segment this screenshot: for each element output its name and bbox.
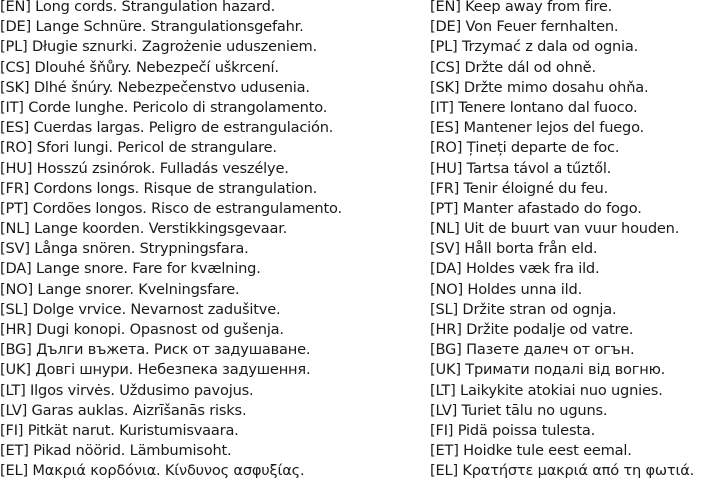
warning-line-sv: [SV] Långa snören. Strypningsfara. xyxy=(0,240,249,258)
warning-line-cs: [CS] Dlouhé šňůry. Nebezpečí uškrcení. xyxy=(0,58,279,76)
warning-line-ro: [RO] Țineți departe de foc. xyxy=(430,139,620,157)
warning-line-pt: [PT] Cordões longos. Risco de estrangulamento. xyxy=(0,199,342,217)
warning-line-hr: [HR] Dugi konopi. Opasnost od gušenja. xyxy=(0,321,284,338)
warning-line-lv: [LV] Turiet tālu no uguns. xyxy=(430,401,608,419)
warning-line-ro: [RO] Sfori lungi. Pericol de strangulare. xyxy=(0,139,277,157)
warning-line-it: [IT] Tenere lontano dal fuoco. xyxy=(430,98,638,116)
warning-line-el: [EL] Μακριά κορδόνια. Κίνδυνος ασφυξίας. xyxy=(0,462,305,480)
warning-line-hu: [HU] Hosszú zsinórok. Fulladás veszélye. xyxy=(0,159,289,177)
warning-line-pl: [PL] Trzymać z dala od ognia. xyxy=(430,38,639,56)
warning-line-en: [EN] Long cords. Strangulation hazard. xyxy=(0,0,276,15)
warning-line-lt: [LT] Laikykite atokiai nuo ugnies. xyxy=(430,381,663,399)
warning-line-sv: [SV] Håll borta från eld. xyxy=(430,240,598,258)
warning-line-sl: [SL] Držite stran od ognja. xyxy=(430,300,617,318)
warning-list-fire xyxy=(430,0,720,482)
warning-line-el: [EL] Κρατήστε μακριά από τη φωτιά. xyxy=(430,462,695,480)
warning-line-cs: [CS] Držte dál od ohně. xyxy=(430,58,596,76)
warning-line-uk: [UK] Довгі шнури. Небезпека задушення. xyxy=(0,361,311,379)
warning-line-es: [ES] Cuerdas largas. Peligro de estrangulación. xyxy=(0,119,334,137)
warning-line-sk: [SK] Držte mimo dosahu ohňa. xyxy=(430,78,649,96)
warning-line-pt: [PT] Manter afastado do fogo. xyxy=(430,199,642,217)
warning-line-uk: [UK] Тримати подалі від вогню. xyxy=(430,361,666,379)
warning-line-fi: [FI] Pidä poissa tulesta. xyxy=(430,421,596,439)
warning-line-nl: [NL] Uit de buurt van vuur houden. xyxy=(430,220,680,238)
warning-line-no: [NO] Lange snorer. Kvelningsfare. xyxy=(0,280,240,298)
warning-line-lt: [LT] Ilgos virvės. Uždusimo pavojus. xyxy=(0,381,254,399)
warning-line-de: [DE] Lange Schnüre. Strangulationsgefahr. xyxy=(0,18,304,36)
warning-line-es: [ES] Mantener lejos del fuego. xyxy=(430,119,644,137)
warning-line-hu: [HU] Tartsa távol a tűztől. xyxy=(430,159,612,177)
warning-line-lv: [LV] Garas auklas. Aizrīšanās risks. xyxy=(0,401,247,419)
warning-line-et: [ET] Hoidke tule eest eemal. xyxy=(430,442,632,460)
warning-line-sk: [SK] Dlhé šnúry. Nebezpečenstvo udusenia. xyxy=(0,78,310,96)
warning-line-pl: [PL] Długie sznurki. Zagrożenie uduszeniem. xyxy=(0,38,317,56)
warning-line-da: [DA] Holdes væk fra ild. xyxy=(430,260,600,278)
warning-line-fr: [FR] Cordons longs. Risque de strangulation. xyxy=(0,179,318,197)
warning-line-bg: [BG] Пазете далеч от огън. xyxy=(430,341,635,359)
warning-line-no: [NO] Holdes unna ild. xyxy=(430,280,583,298)
warning-line-da: [DA] Lange snore. Fare for kvælning. xyxy=(0,260,261,278)
warning-line-it: [IT] Corde lunghe. Pericolo di strangolamento. xyxy=(0,98,328,116)
warning-line-et: [ET] Pikad nöörid. Lämbumisoht. xyxy=(0,442,232,460)
warning-line-fr: [FR] Tenir éloigné du feu. xyxy=(430,179,609,197)
warning-line-bg: [BG] Дълги въжета. Риск от задушаване. xyxy=(0,341,311,359)
warning-line-nl: [NL] Lange koorden. Verstikkingsgevaar. xyxy=(0,220,288,238)
warning-line-de: [DE] Von Feuer fernhalten. xyxy=(430,18,619,36)
warning-line-fi: [FI] Pitkät narut. Kuristumisvaara. xyxy=(0,421,239,439)
warning-line-hr: [HR] Držite podalje od vatre. xyxy=(430,321,634,338)
warning-line-en: [EN] Keep away from fire. xyxy=(430,0,613,15)
warning-line-sl: [SL] Dolge vrvice. Nevarnost zadušitve. xyxy=(0,300,281,318)
